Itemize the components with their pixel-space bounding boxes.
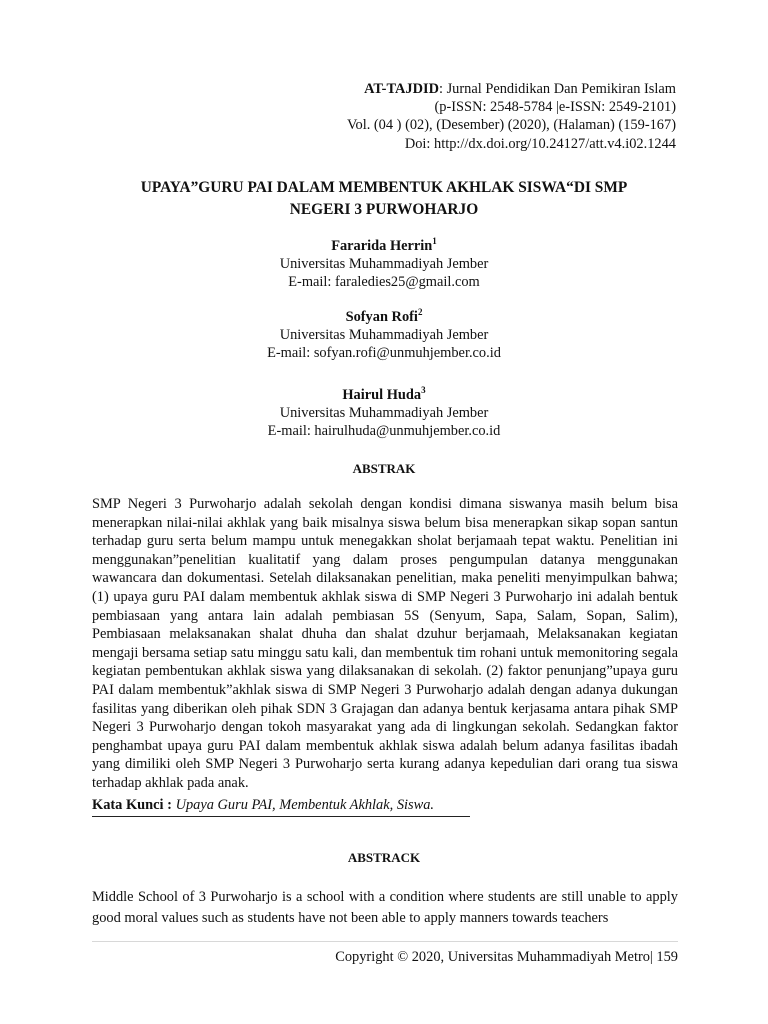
journal-subtitle: : Jurnal Pendidikan Dan Pemikiran Islam: [438, 81, 676, 97]
article-title: [80, 177, 688, 221]
author-superscript: 1: [432, 236, 437, 247]
author-affiliation-1: Universitas Muhammadiyah Jember: [279, 256, 489, 272]
keywords-value: Upaya Guru PAI, Membentuk Akhlak, Siswa.: [175, 797, 435, 813]
author-name-text: Sofyan Rofi: [345, 309, 418, 325]
author-email-1: E-mail: faraledies25@gmail.com: [288, 274, 480, 290]
journal-volume: Vol. (04 ) (02), (Desember) (2020), (Halaman) (159-167): [346, 117, 676, 134]
author-block-2: [80, 308, 688, 362]
journal-doi: Doi: http://dx.doi.org/10.24127/att.v4.i02.1244: [404, 135, 676, 152]
article-title-line-2: NEGERI 3 PURWOHARJO: [289, 201, 479, 218]
page-footer: Copyright © 2020, Universitas Muhammadiyah Metro| 159: [335, 949, 678, 965]
author-name-3: [80, 386, 688, 404]
author-block-3: [80, 386, 688, 440]
author-superscript: 2: [417, 307, 423, 318]
author-block-1: [80, 237, 688, 291]
author-name-text: Hairul Huda: [342, 387, 422, 403]
article-title-line-1: UPAYA”GURU PAI DALAM MEMBENTUK AKHLAK SISWA“DI SMP: [140, 179, 628, 196]
abstrak-heading: ABSTRAK: [352, 461, 416, 476]
keywords-label: Kata Kunci :: [92, 797, 176, 813]
abstract-en-heading: ABSTRACK: [347, 850, 421, 865]
author-email-2: E-mail: sofyan.rofi@unmuhjember.co.id: [267, 345, 501, 361]
author-email-3: E-mail: hairulhuda@unmuhjember.co.id: [267, 423, 501, 439]
abstract-en-body: Middle School of 3 Purwoharjo is a school with a condition where students are still unable to apply good moral values such as students have not been able to apply manners towards teachers: [92, 889, 678, 926]
author-name-text: Fararida Herrin: [331, 238, 433, 254]
journal-header: [156, 80, 676, 153]
author-name-1: [80, 237, 688, 255]
journal-title-line: [156, 80, 676, 98]
author-name-2: [80, 308, 688, 326]
journal-issn: (p-ISSN: 2548-5784 |e-ISSN: 2549-2101): [434, 99, 676, 116]
footer-divider: [92, 941, 678, 942]
author-affiliation-3: Universitas Muhammadiyah Jember: [279, 405, 489, 421]
author-superscript: 3: [421, 385, 426, 396]
journal-name: AT-TAJDID: [364, 81, 439, 97]
keywords-underline: [92, 816, 470, 817]
author-affiliation-2: Universitas Muhammadiyah Jember: [279, 327, 489, 343]
keywords-line: [92, 796, 434, 814]
abstrak-body: SMP Negeri 3 Purwoharjo adalah sekolah dengan kondisi dimana siswanya masih belum bisa menerapkan nilai-nilai akhlak yang baik misalnya siswa belum bisa menerapkan sikap sopan santun terhadap guru serta belum mampu untuk menegakkan sholat berjamaah tepat waktu. Penelitian ini menggunakan”penelitian kualitatif yang dalam proses pengumpulan datanya menggunakan wawancara dan dokumentasi. Setelah dilaksanakan penelitian, maka peneliti menyimpulkan bahwa; (1) upaya guru PAI dalam membentuk akhlak siswa di SMP Negeri 3 Purwoharjo ini adalah bentuk pembiasaan yang antara lain adalah pembiasan 5S (Senyum, Sapa, Salam, Sopan, Salim), Pembiasaan melaksanakan shalat dhuha dan shalat dzuhur berjamaah, Melaksanakan kegiatan mengaji bersama setiap satu minggu satu kali, dan membentuk tim rohani untuk memonitoring segala kegiatan pembentukan akhlak siswa yang dilaksanakan di sekolah. (2) faktor penunjang”upaya guru PAI dalam membentuk”akhlak siswa di SMP Negeri 3 Purwoharjo adalah dengan adanya dukungan fasilitas yang diberikan oleh pihak SDN 3 Grajagan dan adanya bentuk kerjasama antara pihak SMP Negeri 3 Purwoharjo dengan tokoh masyarakat yang ada di lingkungan sekolah. Sedangkan faktor penghambat upaya guru PAI dalam membentuk akhlak siswa adalah belum adanya fasilitas ibadah yang dimiliki oleh SMP Negeri 3 Purwoharjo serta kurang adanya kepedulian dari orang tua siswa terhadap akhlak pada anak.: [92, 496, 678, 791]
